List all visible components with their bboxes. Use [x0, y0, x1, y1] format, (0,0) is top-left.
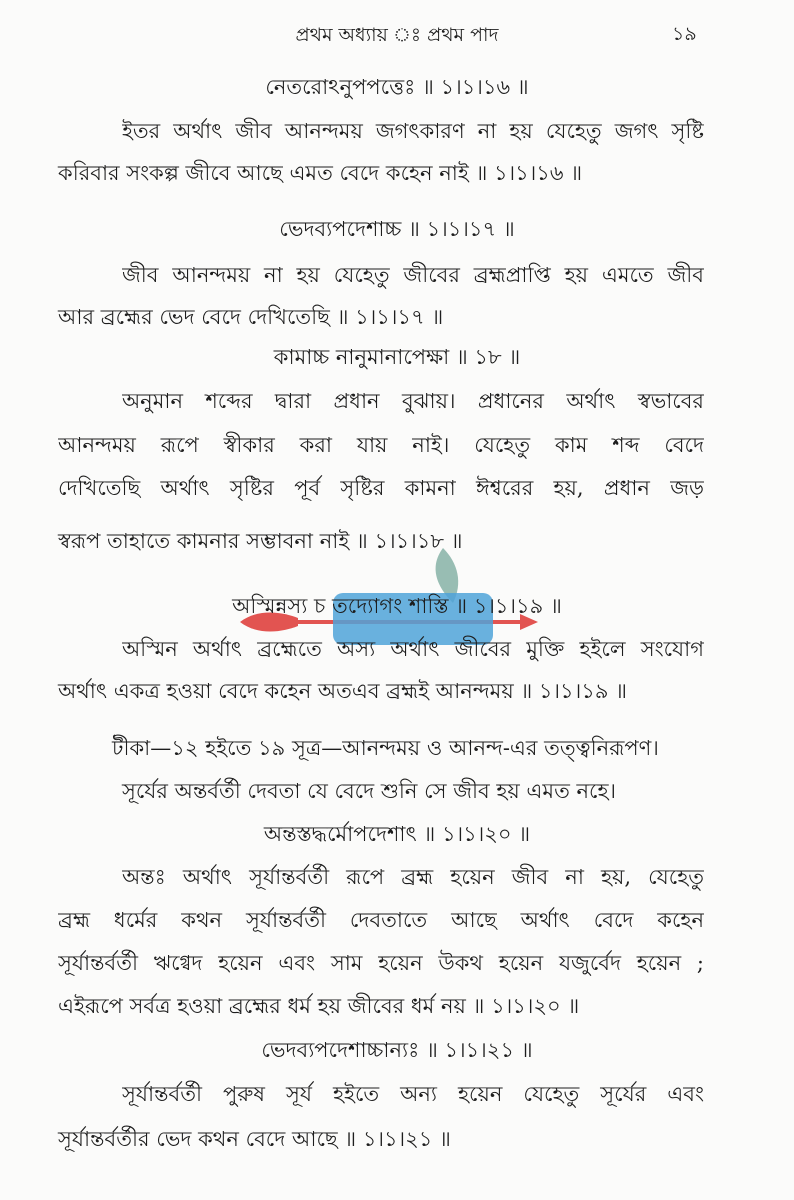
- paragraph-line: করিবার সংকল্প জীবে আছে এমত বেদে কহেন নাই ॥ ১।১।১৬ ॥: [58, 161, 583, 185]
- paragraph-line: দেখিতেছি অর্থাৎ সৃষ্টির পূর্ব সৃষ্টির কামনা ঈশ্বরের হয়, প্রধান জড়: [58, 476, 704, 500]
- paragraph-line: সূর্যান্তর্বর্তী ঋগ্বেদ হয়েন এবং সাম হয়েন উকথ হয়েন যজুর্বেদ হয়েন ;: [58, 951, 704, 975]
- sutra-heading: ভেদব্যপদেশাচ্চান্যঃ ॥ ১।১।২১ ॥: [261, 1038, 533, 1062]
- commentary-line: টীকা—১২ হইতে ১৯ সূত্র—আনন্দময় ও আনন্দ-এর তত্ত্বনিরূপণ।: [112, 736, 659, 760]
- paragraph-line: সূর্যান্তর্বর্তীর ভেদ কথন বেদে আছে ॥ ১।১।২১ ॥: [58, 1127, 451, 1151]
- page-number: ১৯: [672, 23, 697, 45]
- paragraph-line: আনন্দময় রূপে স্বীকার করা যায় নাই। যেহেতু কাম শব্দ বেদে: [58, 433, 704, 457]
- commentary-line: সূর্যের অন্তর্বর্তী দেবতা যে বেদে শুনি সে জীব হয় এমত নহে।: [122, 779, 617, 803]
- paragraph-line: ব্রহ্ম ধর্মের কথন সূর্যান্তর্বর্তী দেবতাতে আছে অর্থাৎ বেদে কহেন: [58, 908, 704, 932]
- sutra-heading: অস্মিন্নস্য চ তদ্যোগং শাস্তি ॥ ১।১।১৯ ॥: [232, 594, 562, 618]
- paragraph-line: অনুমান শব্দের দ্বারা প্রধান বুঝায়। প্রধানের অর্থাৎ স্বভাবের: [122, 389, 704, 413]
- paragraph-line: অন্তঃ অর্থাৎ সূর্যান্তর্বর্তী রূপে ব্রহ্ম হয়েন জীব না হয়, যেহেতু: [122, 865, 704, 889]
- paragraph-line: অর্থাৎ একত্র হওয়া বেদে কহেন অতএব ব্রহ্মই আনন্দময় ॥ ১।১।১৯ ॥: [58, 679, 628, 703]
- paragraph-line: জীব আনন্দময় না হয় যেহেতু জীবের ব্রহ্মপ্রাপ্তি হয় এমতে জীব: [122, 263, 704, 287]
- paragraph-line: এইরূপে সর্বত্র হওয়া ব্রহ্মের ধর্ম হয় জীবের ধর্ম নয় ॥ ১।১।২০ ॥: [58, 994, 580, 1018]
- running-header: প্রথম অধ্যায় ঃ প্রথম পাদ: [295, 24, 499, 46]
- sutra-heading: নেতরোঽনুপপত্তেঃ ॥ ১।১।১৬ ॥: [265, 75, 529, 99]
- sutra-heading: অন্তস্তদ্ধর্মোপদেশাৎ ॥ ১।১।২০ ॥: [263, 822, 531, 846]
- paragraph-line: ইতর অর্থাৎ জীব আনন্দময় জগৎকারণ না হয় যেহেতু জগৎ সৃষ্টি: [122, 119, 704, 143]
- sutra-heading: ভেদব্যপদেশাচ্চ ॥ ১।১।১৭ ॥: [279, 217, 515, 241]
- paragraph-line: আর ব্রহ্মের ভেদ বেদে দেখিতেছি ॥ ১।১।১৭ ॥: [58, 305, 444, 329]
- paragraph-line: সূর্যান্তর্বর্তী পুরুষ সূর্য হইতে অন্য হয়েন যেহেতু সূর্যের এবং: [122, 1082, 704, 1106]
- paragraph-line: অস্মিন অর্থাৎ ব্রহ্মেতে অস্য অর্থাৎ জীবের মুক্তি হইলে সংযোগ: [122, 637, 704, 661]
- paragraph-line: স্বরূপ তাহাতে কামনার সম্ভাবনা নাই ॥ ১।১।১৮ ॥: [58, 529, 463, 553]
- sutra-heading: কামাচ্চ নানুমানাপেক্ষা ॥ ১৮ ॥: [273, 345, 521, 369]
